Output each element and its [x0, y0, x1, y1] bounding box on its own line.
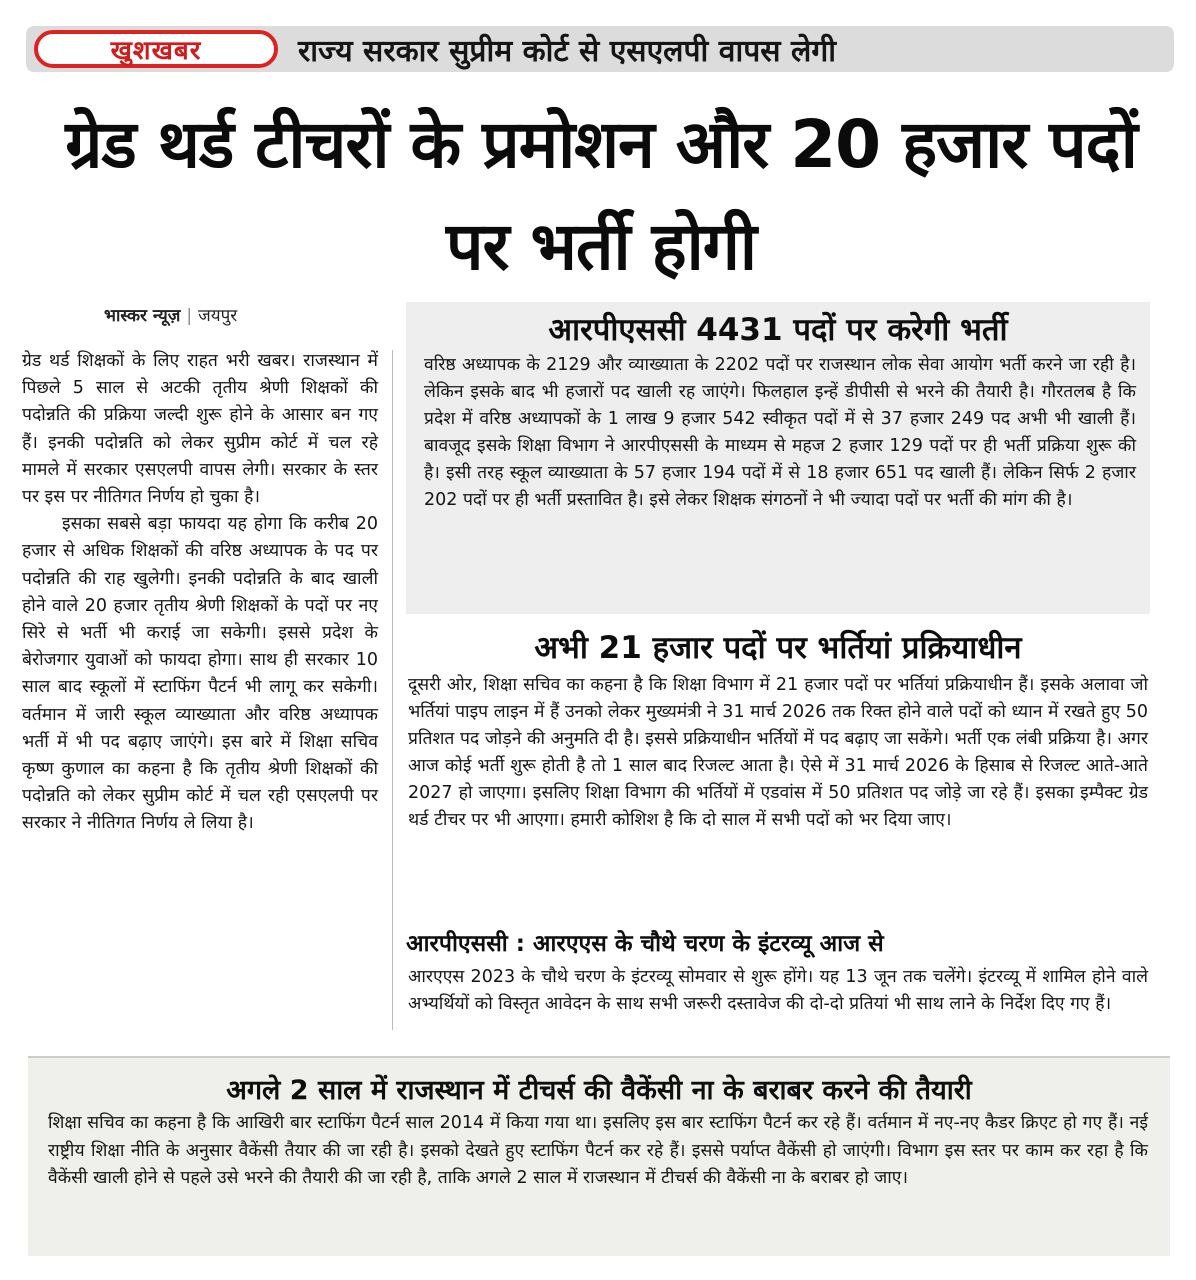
column-divider [392, 350, 393, 1030]
pending-title: अभी 21 हजार पदों पर भर्तियां प्रक्रियाधीन [534, 630, 1022, 666]
ras-title: आरपीएससी : आरएएस के चौथे चरण के इंटरव्यू आज से [406, 931, 884, 957]
rpsc-box [406, 302, 1150, 614]
byline [104, 303, 237, 326]
left-paragraph-2: इसका सबसे बड़ा फायदा यह होगा कि करीब 20 हजार से अधिक शिक्षकों की वरिष्ठ अध्यापक के पद पर पदोन्नति की राह खुलेगी। इनकी पदोन्नति के बाद खाली होने वाले 20 हजार तृतीय श्रेणी शिक्षकों के पदों पर नए सिरे से भर्ती भी कराई जा सकेगी। इससे प्रदेश के बेरोजगार युवाओं को फायदा होगा। साथ ही सरकार 10 साल बाद स्कूलों में स्टाफिंग पैटर्न भी लागू कर सकेगी। वर्तमान में जारी स्कूल व्याख्याता और वरिष्ठ अध्यापक भर्ती में भी पद बढ़ाए जाएंगे। इस बारे में शिक्षा सचिव कृष्ण कुणाल का कहना है कि तृतीय श्रेणी शिक्षकों की पदोन्नति को लेकर सुप्रीम कोर्ट में चल रही एसएलपी पर सरकार ने नीतिगत निर्णय ले लिया है। [22, 514, 378, 834]
byline-source: भास्कर न्यूज़ [104, 306, 181, 326]
vacancy-body: शिक्षा सचिव का कहना है कि आखिरी बार स्टाफिंग पैटर्न साल 2014 में किया गया था। इसलिए इस बार स्टाफिंग पैटर्न कर रहे हैं। वर्तमान में नए-नए कैडर क्रिएट हो गए हैं। नई राष्ट्रीय शिक्षा नीति के अनुसार वैकेंसी तैयार की जा रही है। इसको देखते हुए स्टाफिंग पैटर्न कर रहे हैं। इससे पर्याप्त वैकेंसी हो जाएंगी। विभाग इस स्तर पर काम कर रहा है कि वैकेंसी खाली होने से पहले उसे भरने की तैयारी की जा रही है, ताकि अगले 2 साल में राजस्थान में टीचर्स की वैकेंसी ना के बराबर हो जाए। [48, 1113, 1148, 1188]
banner-tag: खुशखबर [34, 30, 278, 68]
rpsc-title: आरपीएससी 4431 पदों पर करेगी भर्ती [548, 312, 1008, 348]
left-column [22, 348, 378, 838]
rpsc-body: वरिष्ठ अध्यापक के 2129 और व्याख्याता के 2202 पदों पर राजस्थान लोक सेवा आयोग भर्ती करने जा रही है। लेकिन इसके बाद भी हजारों पद खाली रह जाएंगे। फिलहाल इन्हें डीपीसी से भरने की तैयारी है। गौरतलब है कि प्रदेश में वरिष्ठ अध्यापकों के 1 लाख 9 हजार 542 स्वीकृत पदों में से 37 हजार 249 पद अभी भी खाली हैं। बावजूद इसके शिक्षा विभाग ने आरपीएससी के माध्यम से महज 2 हजार 129 पदों पर ही भर्ती प्रक्रिया शुरू की है। इसी तरह स्कूल व्याख्याता के 57 हजार 194 पदों में से 18 हजार 651 पद खाली हैं। लेकिन सिर्फ 2 हजार 202 पदों पर ही भर्ती प्रस्तावित है। इसे लेकर शिक्षक संगठनों ने भी ज्यादा पदों पर भर्ती की मांग की है। [424, 355, 1136, 511]
vacancy-title: अगले 2 साल में राजस्थान में टीचर्स की वैकेंसी ना के बराबर करने की तैयारी [226, 1075, 972, 1106]
headline: ग्रेड थर्ड टीचरों के प्रमोशन और 20 हजार पदों पर भर्ती होगी [65, 106, 1137, 285]
pending-body: दूसरी ओर, शिक्षा सचिव का कहना है कि शिक्षा विभाग में 21 हजार पदों पर भर्तियां प्रक्रियाधीन हैं। इसके अलावा जो भर्तियां पाइप लाइन में हैं उनको लेकर मुख्यमंत्री ने 31 मार्च 2026 तक रिक्त होने वाले पदों को ध्यान में रखते हुए 50 प्रतिशत पद जोड़ने की अनुमति दी है। इससे प्रक्रियाधीन भर्तियों में पद बढ़ाए जा सकेंगे। भर्ती एक लंबी प्रक्रिया है। अगर आज कोई भर्ती शुरू होती है तो 1 साल बाद रिजल्ट आता है। ऐसे में 31 मार्च 2026 के हिसाब से रिजल्ट आते-आते 2027 हो जाएगा। इसलिए शिक्षा विभाग की भर्तियों में एडवांस में 50 प्रतिशत पद जोड़े जा रहे हैं। इसका इम्पैक्ट ग्रेड थर्ड टीचर पर भी आएगा। हमारी कोशिश है कि दो साल में सभी पदों को भर दिया जाए। [408, 675, 1148, 831]
banner-subhead: राज्य सरकार सुप्रीम कोर्ट से एसएलपी वापस लेगी [298, 33, 836, 69]
byline-city: जयपुर [198, 306, 238, 326]
byline-separator: | [186, 306, 193, 326]
vacancy-box [28, 1056, 1170, 1256]
left-paragraph-1: ग्रेड थर्ड शिक्षकों के लिए राहत भरी खबर। राजस्थान में पिछले 5 साल से अटकी तृतीय श्रेणी शिक्षकों की पदोन्नति की प्रक्रिया जल्दी शुरू होने के आसार बन गए हैं। इनकी पदोन्नति को लेकर सुप्रीम कोर्ट में चल रहे मामले में सरकार एसएलपी वापस लेगी। सरकार के स्तर पर इस पर नीतिगत निर्णय हो चुका है। [22, 351, 378, 508]
ras-body: आरएएस 2023 के चौथे चरण के इंटरव्यू सोमवार से शुरू होंगे। यह 13 जून तक चलेंगे। इंटरव्यू में शामिल होने वाले अभ्यर्थियों को विस्तृत आवेदन के साथ सभी जरूरी दस्तावेज की दो-दो प्रतियां भी साथ लाने के निर्देश दिए गए हैं। [408, 967, 1148, 1014]
